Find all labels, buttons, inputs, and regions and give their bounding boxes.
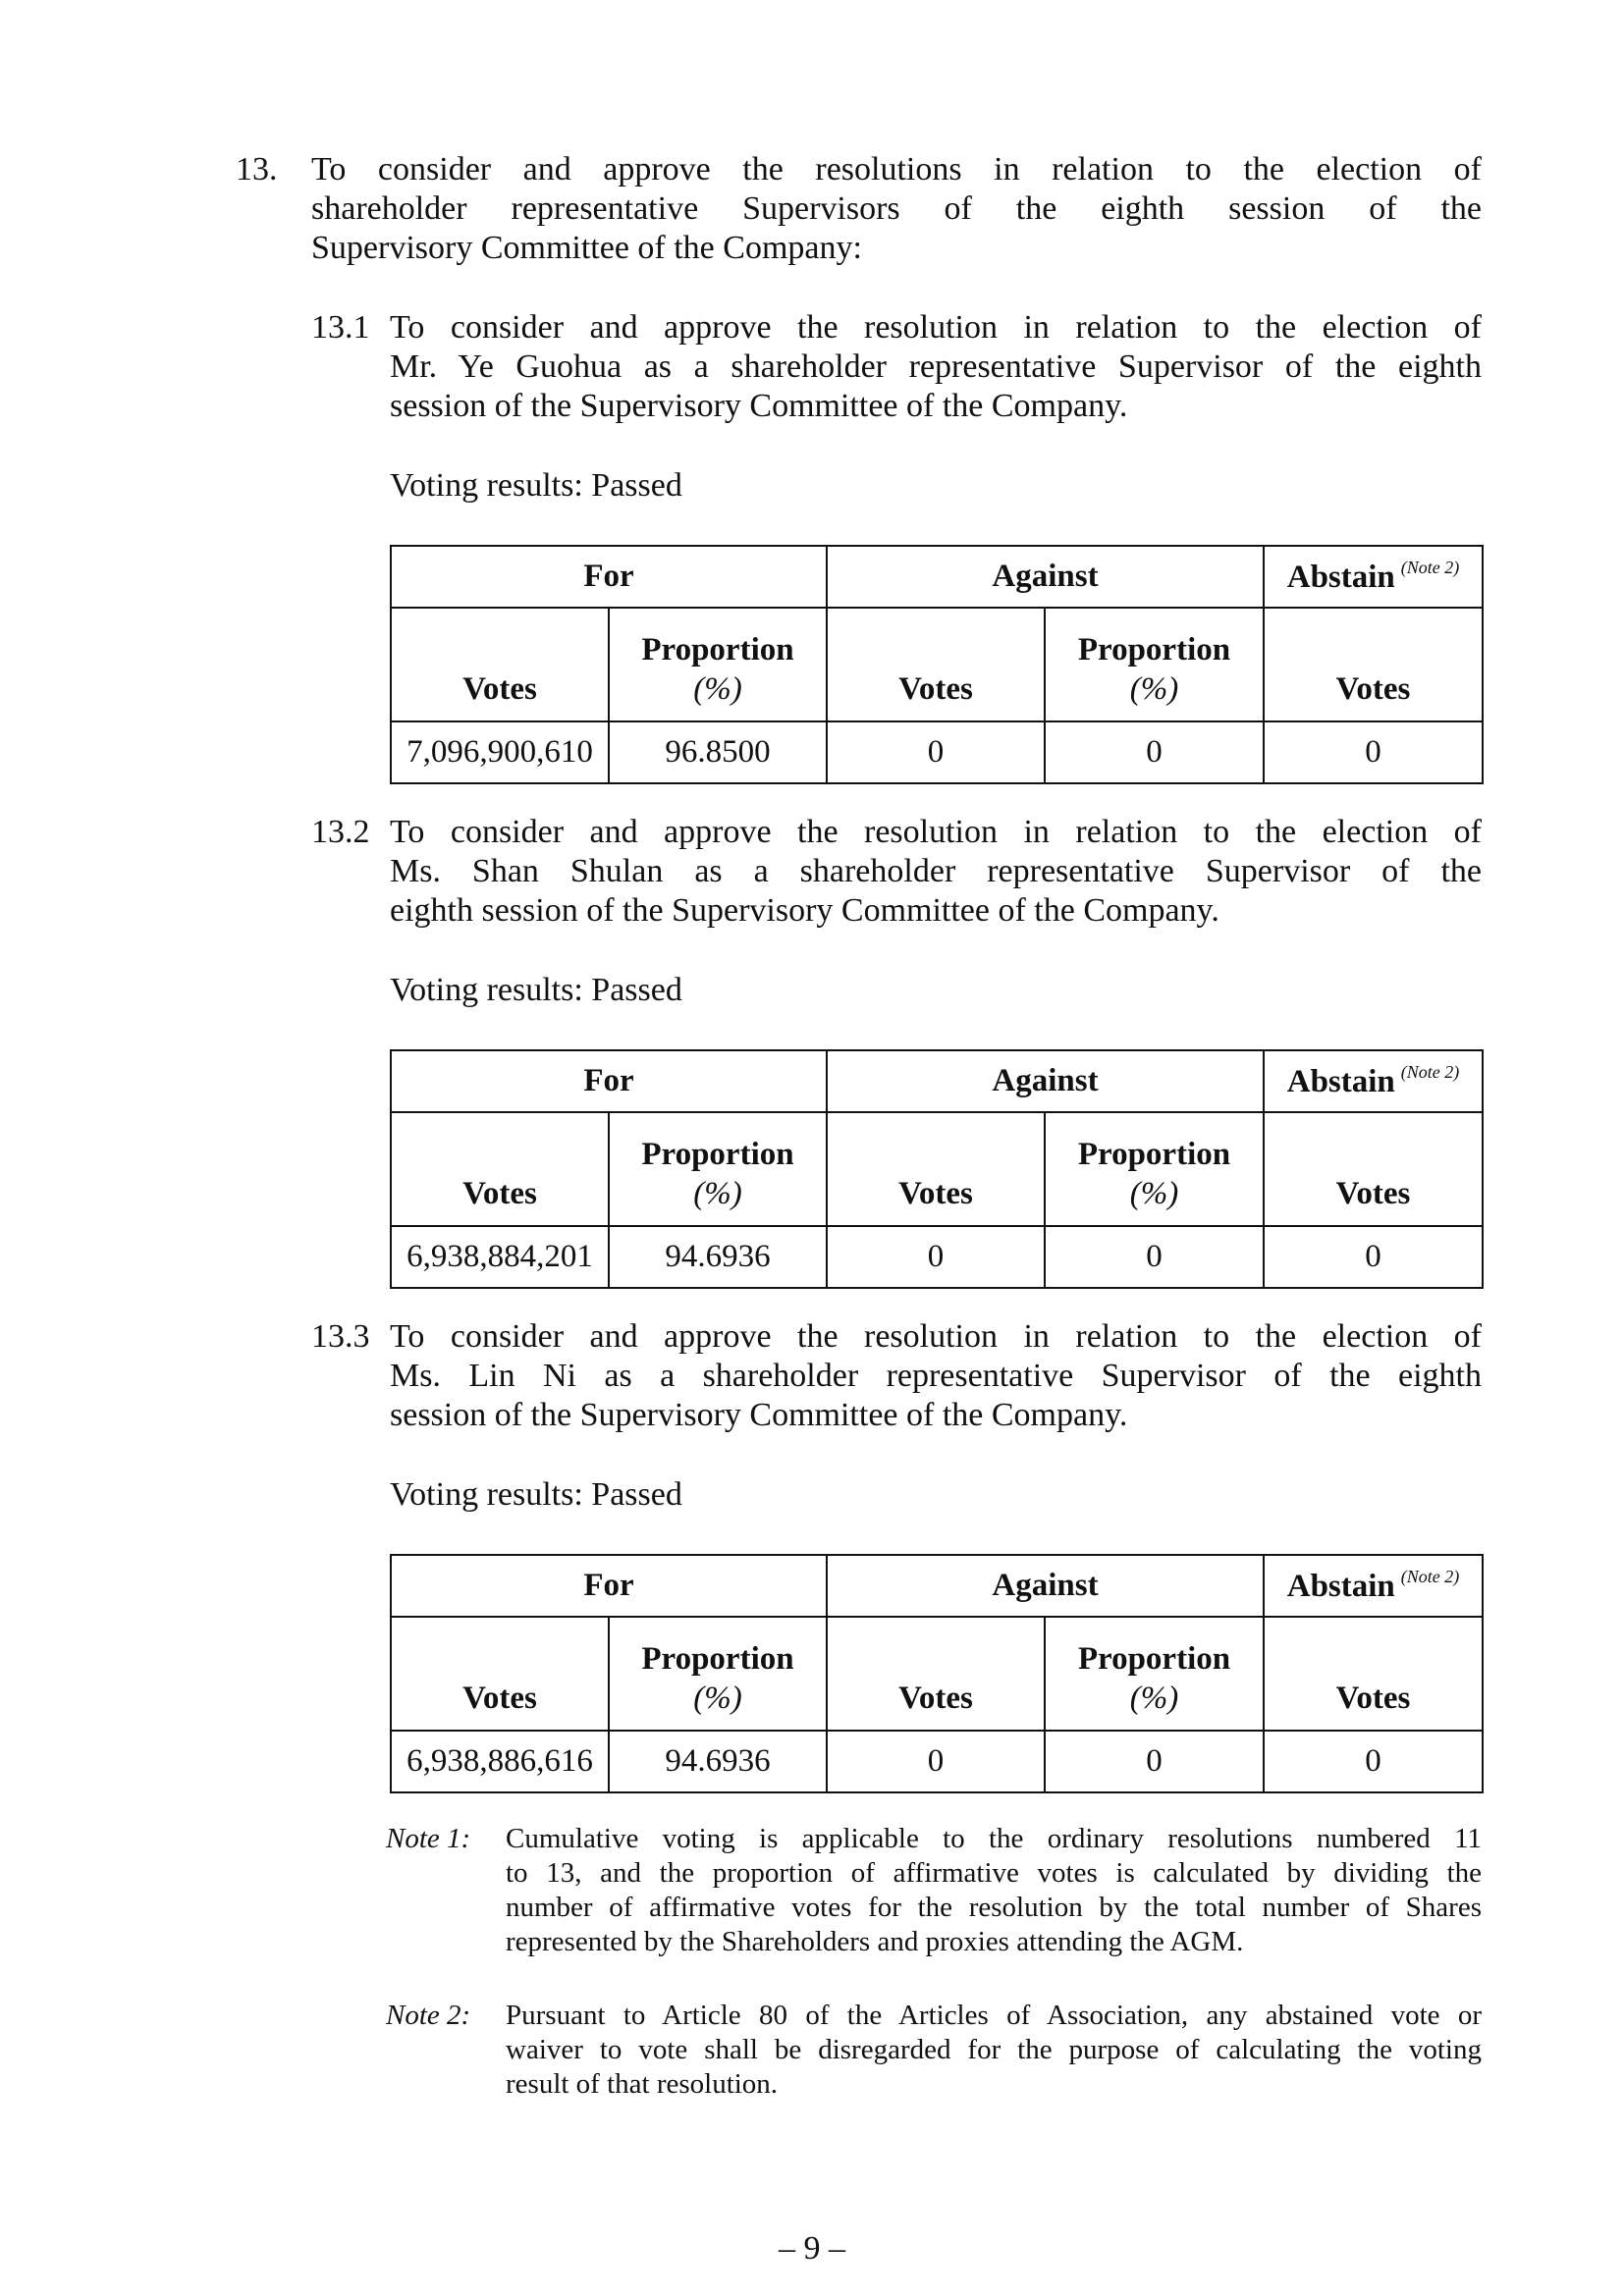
subheader-proportion: Proportion (%): [609, 1112, 827, 1226]
header-abstain: Abstain $^{(Note 2)}$: [1264, 1555, 1483, 1617]
item-13-number: 13.: [236, 151, 278, 187]
for-votes-value: 6,938,884,201: [391, 1226, 609, 1288]
voting-result-13-1: Voting results: Passed: [390, 467, 682, 504]
against-proportion-value: 0: [1045, 721, 1264, 783]
against-proportion-value: 0: [1045, 1226, 1264, 1288]
resolution-line: To consider and approve the resolution in relation to the election of: [390, 309, 1482, 346]
note-1-text: [506, 1822, 1482, 1959]
resolution-line: Ms. Shan Shulan as a shareholder representative Supervisor of the: [390, 853, 1482, 889]
voting-result-13-3: Voting results: Passed: [390, 1476, 682, 1513]
abstain-votes-value: 0: [1264, 1731, 1483, 1792]
resolution-13-3-text: [390, 1317, 1482, 1435]
abstain-votes-value: 0: [1264, 721, 1483, 783]
note-line: to 13, and the proportion of affirmative votes is calculated by dividing the: [506, 1857, 1482, 1889]
subheader-votes: Votes: [827, 1617, 1045, 1731]
resolution-13-3-number: 13.3: [311, 1318, 370, 1355]
note-line: Cumulative voting is applicable to the ordinary resolutions numbered 11: [506, 1823, 1482, 1854]
resolution-13-2-number: 13.2: [311, 814, 370, 850]
item-13-line: Supervisory Committee of the Company:: [311, 230, 862, 266]
header-for: For: [391, 1555, 827, 1617]
resolution-line: Mr. Ye Guohua as a shareholder representative Supervisor of the eighth: [390, 348, 1482, 385]
against-votes-value: 0: [827, 721, 1045, 783]
against-votes-value: 0: [827, 1226, 1045, 1288]
abstain-note-ref: (Note 2): [1400, 558, 1460, 577]
subheader-votes: Votes: [391, 1617, 609, 1731]
note-2-text: [506, 1999, 1482, 2102]
resolution-line: Ms. Lin Ni as a shareholder representative Supervisor of the eighth: [390, 1358, 1482, 1394]
note-line: Pursuant to Article 80 of the Articles of Association, any abstained vote or: [506, 2000, 1482, 2031]
against-proportion-value: 0: [1045, 1731, 1264, 1792]
header-against: Against: [827, 1050, 1264, 1112]
resolution-line: To consider and approve the resolution in relation to the election of: [390, 814, 1482, 850]
subheader-proportion: Proportion (%): [1045, 1617, 1264, 1731]
for-proportion-value: 94.6936: [609, 1731, 827, 1792]
for-votes-value: 7,096,900,610: [391, 721, 609, 783]
voting-table-13-2: [390, 1049, 1484, 1289]
subheader-proportion: Proportion (%): [609, 608, 827, 721]
subheader-votes: Votes: [1264, 1112, 1483, 1226]
abstain-note-ref: (Note 2): [1400, 1062, 1460, 1082]
header-abstain: Abstain $^{(Note 2)}$: [1264, 1050, 1483, 1112]
resolution-line: session of the Supervisory Committee of the Company.: [390, 388, 1128, 424]
note-line: represented by the Shareholders and proxies attending the AGM.: [506, 1926, 1244, 1957]
subheader-proportion: Proportion (%): [1045, 1112, 1264, 1226]
subheader-votes: Votes: [391, 1112, 609, 1226]
note-line: number of affirmative votes for the resolution by the total number of Shares: [506, 1892, 1482, 1923]
page-number: – 9 –: [779, 2230, 845, 2267]
subheader-votes: Votes: [1264, 608, 1483, 721]
header-abstain: Abstain $^{(Note 2)}$: [1264, 546, 1483, 608]
resolution-line: eighth session of the Supervisory Committee of the Company.: [390, 892, 1219, 929]
against-votes-value: 0: [827, 1731, 1045, 1792]
abstain-votes-value: 0: [1264, 1226, 1483, 1288]
voting-result-13-2: Voting results: Passed: [390, 972, 682, 1008]
subheader-votes: Votes: [1264, 1617, 1483, 1731]
note-2-label: Note 2:: [386, 2000, 471, 2031]
resolution-line: To consider and approve the resolution in relation to the election of: [390, 1318, 1482, 1355]
resolution-13-1-text: [390, 308, 1482, 426]
subheader-votes: Votes: [827, 1112, 1045, 1226]
note-line: result of that resolution.: [506, 2068, 779, 2100]
resolution-line: session of the Supervisory Committee of the Company.: [390, 1397, 1128, 1433]
for-proportion-value: 94.6936: [609, 1226, 827, 1288]
header-against: Against: [827, 546, 1264, 608]
for-proportion-value: 96.8500: [609, 721, 827, 783]
item-13-text: [311, 150, 1482, 268]
item-13-line: shareholder representative Supervisors of the eighth session of the: [311, 190, 1482, 227]
note-line: waiver to vote shall be disregarded for the purpose of calculating the voting: [506, 2034, 1482, 2065]
resolution-13-1-number: 13.1: [311, 309, 370, 346]
subheader-votes: Votes: [391, 608, 609, 721]
for-votes-value: 6,938,886,616: [391, 1731, 609, 1792]
resolution-13-2-text: [390, 813, 1482, 931]
voting-table-13-3: [390, 1554, 1484, 1793]
header-for: For: [391, 1050, 827, 1112]
abstain-note-ref: (Note 2): [1400, 1567, 1460, 1586]
item-13-line: To consider and approve the resolutions in relation to the election of: [311, 151, 1482, 187]
header-for: For: [391, 546, 827, 608]
subheader-proportion: Proportion (%): [609, 1617, 827, 1731]
voting-table-13-1: [390, 545, 1484, 784]
subheader-votes: Votes: [827, 608, 1045, 721]
note-1-label: Note 1:: [386, 1823, 471, 1854]
header-against: Against: [827, 1555, 1264, 1617]
subheader-proportion: Proportion (%): [1045, 608, 1264, 721]
